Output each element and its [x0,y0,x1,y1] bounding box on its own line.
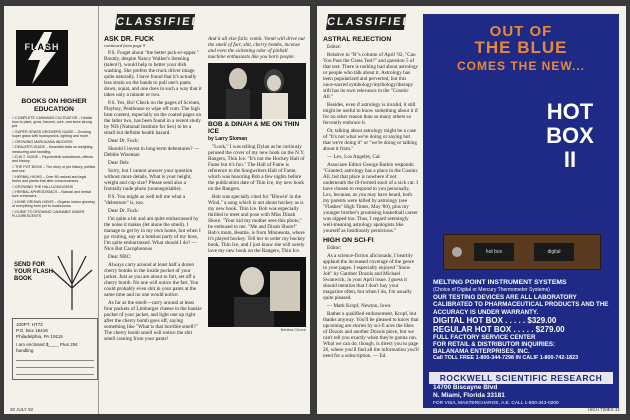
ad-line-3: OUR TESTING DEVICES ARE ALL LABORATORY CALIBRATED TO PHARMACEUTICAL PRODUCTS AND THE ACCURACY IS UNDER WARRANTY. [433,294,609,316]
product-title-2: BOX [546,123,594,148]
book-list-item[interactable] [12,155,96,163]
ad-address-1: 14700 Biscayne Blvd [433,384,498,391]
column2-top-text: And it all else fails: vomit. Vomit will drive out the smell of fart, shit, cherry bombs, incense and even the sickening odor of pinball machine enthusiasts like you born people. [208,36,305,60]
paragraph: P.S. You might as well tell me what a "debenture" is, too. [104,194,186,206]
product-title [535,100,605,172]
right-folio: HIGH TIMES 31 [587,407,620,412]
device-knob-icon [452,247,462,257]
digital-price: DIGITAL HOT BOX . . . . . $329.00 [433,315,557,325]
paragraph: Sorry, but I cannot answer your question without more details. What is your height, weight and cup size? Please send also a frontally nude photo (nonnegotiable). [104,168,193,192]
book-item-label: HERBAL APHRODISIACS – Natural and herbal love enhancers. [12,190,91,199]
ad-headline-3: COMES THE NEW... [456,59,585,73]
checkbox-icon[interactable]: □ [12,184,16,189]
hot-box-device-image [443,234,601,270]
book-list-item[interactable] [12,165,96,173]
classifieds-banner-left: CLASSIFIEDS [115,16,212,28]
paragraph: Dear Deb: [108,160,130,166]
book-item-label: GUIDE TO GROWING CANNABIS UNDER FLUORESCENTS [12,209,85,218]
ask-dr-heading: ASK DR. FUCK [104,36,155,43]
dylan-shore-photo [208,63,306,119]
book-item-label: HOME GROWN HIGHS – Organic indoor growing of everything from pot to mushrooms. [12,199,95,209]
product-title-1: HOT [546,99,594,124]
book-item-label: COMPLETE CANNABIS CULTIVATOR – Details how to plant, grow, harvest, cure, and store strong pot. [12,116,93,129]
enclosed-amount: I am enclosed $____ Plus 25¢ handling [16,342,78,353]
checkbox-icon[interactable]: □ [12,164,16,169]
left-folio: 30 JULY 92 [10,407,34,412]
book-item-label: DEALER'S GUIDE – Essential facts on weighing, measuring and handling. [12,145,94,154]
paragraph: Relative to "R"s column of April '92, "Can You Pass the Grass Test?" and question 5 of that test: There is nothing bad about astrology or people who talk about it. Astrology has been popularized and perverted, but this once-sacred symbology/mythology/therapy still has its own relevance in the "Cosmic All." [323,52,419,100]
book-list-item[interactable] [12,145,96,153]
book-list-item[interactable] [12,116,96,129]
book-item-label: THE POT BOOK – The story of pot history, politics and use. [12,164,96,174]
paragraph: P.S. Forget about "the better pick-er-upper." Bounty, despite Nancy Walker's listening (talent?), would help to better your dish washing. She prefers the truck driver image quite naturally. I have found that it's actually less strain on the hands to pull one's pants down, squat, and one does in such a way that it takes only a minute or two. [104,50,202,98]
city-line[interactable] [16,368,94,375]
book-item-label: D.W.T. GUIDE – Psychedelic substances, effects and history. [12,155,93,164]
ad-address-2: N. Miami, Florida 33181 [433,392,505,399]
paragraph: Bob was specially cited for "Blowin' in the Wind," a song which is not about hockey as is my new book. Thin Ice. Bob was especially thrilled to meet and pose with Miss Dinah Shore. "Your kid my mother sees this photo," he enthused to me. "Me and Dinah Shore!" Bob's mom, Beattie, is from Minnesota, where it's played hockey. Tell her to order my hockey book, Thin Ice, and I just know she will surely love my new book on the Rangers, Thin Ice. [208,193,306,254]
astral-body [323,44,419,234]
paragraph: Always carry around at least half a dozen cherry bombs in the inside pocket of your jacket. Just as you are about to fart, set off a cherry bomb. No one will notice the fart. You could probably even shit in your pants at the same time and no one would notice. [104,262,199,298]
ad-body [433,278,611,363]
ad-line-2: (Choice of Digital or Mercury Thermometer Systems) [433,287,550,293]
photo-caption: Bettina Cirone [280,326,306,332]
classifieds-banner-right: CLASSIFIEDS [326,16,423,28]
checkbox-icon[interactable]: □ [12,209,16,214]
paragraph: Dear Dr. Fuck: [108,138,139,144]
payment-info[interactable]: FOR VISA, MASTERCHARGE, A.E. CALL 1-800-343-0200 [433,401,559,406]
book-list-item[interactable] [12,210,96,218]
book-item-label: GROWING MARIJUANA INDOORS [15,139,73,144]
checkbox-icon[interactable]: □ [12,190,16,195]
paragraph: "Look," I was telling Dylan as he curiously perused the cover of my new book on the N.Y. Rangers, Thin Ice. "It's not the Hockey Hall of Fame but it's fun." The Hall of Fame is reference to the Songwriters Hall of Fame, which was honoring Bob a few nights before the publication date of Thin Ice, my new book on the Rangers. [208,143,305,192]
toll-free-phone[interactable]: Call TOLL FREE 1-800-344-7298 IN CALIF 1-800-742-1823 [433,355,579,362]
book-list [12,116,96,220]
paragraph: Or, talking about astrology might be a case of "It's not what we're doing or saying but that we're doing it" or "we're doing or talking about it from." [323,128,417,152]
dealer-name: BALANAMA ENTERPRISES, INC. [433,348,530,356]
name-line[interactable] [16,354,94,361]
right-page [317,6,626,414]
address-line-3: Philadelphia, PA 19115 [16,334,63,339]
send-for-book-title: SEND FOR YOUR FLASH BOOK [14,262,53,282]
flash-logo [14,26,70,90]
checkbox-icon[interactable]: □ [12,139,16,144]
book-list-item[interactable] [12,185,96,189]
article-title: BOB & DINAH & ME ON THIN ICE [208,121,300,136]
book-list-item[interactable] [12,175,96,183]
checkbox-icon[interactable]: □ [12,199,16,204]
paragraph: — Mark Kropf, Newton, Iowa [327,303,391,309]
paragraph: I'm quite a bit and am quite embarrassed by the noise it makes (let alone the smell). I manage to get by in my own home, but when I go visiting, say at a hotshot party of my boss, I'm quite embarrassed. What should I do? — Nice But Cacophonous [104,216,201,252]
hot-box-advertisement[interactable] [423,14,619,408]
address-line[interactable] [16,361,94,368]
paragraph: Associate Editor George Barkin responds: "Granted, astrology has a place in the Cosmic All, but that place is nowhere if not underneath the ill-formed stool of a sick cat. I have chosen to respond to you personally, Lex, because, as you may have heard, both my parents were killed by astrology (see "Flashes" High Times, May '80), plus my younger brother's promising basketball career was nipped too. Thus, I regard seemingly well-meaning astrology apologists like yourself as insidiously pernicious." [323,162,418,234]
ask-dr-column [104,36,202,414]
device-label-left: hot box [474,243,514,261]
paragraph: As a science-fiction aficionado, I heartily applaud the increased coverage of the genre in your pages. I especially enjoyed "Snow Job" by Gardner Dozois and Michael Swanwick, in your April issue. I guess it should mention that I don't buy your magazine often, but when I do, I'm usually quite pleased. [323,253,415,301]
paragraph: Besides, even if astrology is invalid, it still might be useful to know something about it if for no other reason than so many others so fervently embrace it. [323,102,418,126]
regular-price: REGULAR HOT BOX . . . . . $279.00 [433,324,565,334]
book-item-label: HERBAL HIGHS – Over 80 natural and legal herbs and plants that alter consciousness. [12,174,87,183]
paragraph: Dear Dr. Fuck: [108,208,139,214]
paragraph: Editor: [327,44,342,50]
dealer-inquiries: FOR RETAIL & DISTRIBUTOR INQUIRIES: [433,341,556,349]
left-page [4,6,310,414]
checkbox-icon[interactable]: □ [12,145,16,150]
checkbox-icon[interactable]: □ [12,130,16,134]
astral-heading: ASTRAL REJECTION [323,36,392,43]
scifi-body [323,245,419,359]
address-line-1: 100PT. HT72 [16,322,43,327]
books-title: BOOKS ON HIGHER EDUCATION [21,98,87,113]
paragraph: P.S. Yes, Bo! Check on the pages of Scream, Playboy, Penthouse to wipe off cum. The high heat content, especially on the coated pages on the latter two, has been found in a recent study by NIS (National Institute for Sex) to be a small but definite health hazard. [104,100,202,136]
warranty: FULL FACTORY SERVICE CENTER [433,333,536,341]
flash-logo-text: FLASH [24,42,60,52]
ad-headline-2: THE BLUE [474,38,568,57]
paragraph: Should I invest in long-term debentures? — Debbie Wiseman [104,146,200,158]
paragraph: — Lex, Los Angeles, Cal. [327,154,382,160]
letters-column [323,36,419,414]
address-line-2: P.O. Box 16416 [16,328,48,333]
ad-brand: ROCKWELL SCIENTIFIC RESEARCH [429,372,613,384]
book-list-item[interactable] [12,130,96,138]
continued-note: continued from page 9 [104,43,146,48]
product-title-3: II [563,147,577,172]
book-list-item[interactable] [12,140,96,144]
device-label-right: digital [534,243,574,261]
paragraph: Dear NBC: [108,254,132,260]
author-photo [208,257,306,327]
order-coupon[interactable] [12,318,98,380]
book-list-item[interactable] [12,190,96,198]
paragraph: Rather a qualified endorsement, Kropf, but thanks anyway. You'll be pleased to know that upcoming are stories by sci-fi aces the likes of Dozois and another Dozois piece, but we can't tell you exactly when they're gonna run. What we can do, though, is direct you to page 26, where you'll find all the information you'll need for a subscription. — Ed. [323,311,419,359]
thin-ice-column [208,36,306,414]
checkbox-icon[interactable]: □ [12,174,16,179]
thin-ice-body [208,144,306,254]
book-item-label: SUPER GRASS GROWERS GUIDE – Growing super grass with hydroponics, lighting and more. [12,130,91,139]
scifi-heading: HIGH ON SCI-FI [323,237,374,244]
flash-books-sidebar [8,6,99,414]
ad-line-1: MELTING POINT INSTRUMENT SYSTEMS [433,279,567,286]
checkbox-icon[interactable]: □ [12,116,16,120]
ask-dr-body [104,50,202,342]
book-item-label: GROWING THE HALLUCINOGENS [15,184,74,189]
byline: by Larry Sloman [208,135,248,142]
paragraph: Editor: [327,245,342,251]
book-list-item[interactable] [12,200,96,208]
paragraph: As far as the smell—carry around at least four packets of Limburger cheese in the hankie pocket of your jacket, and light one up right after the cherry bomb goes off, saying something like "What is that horrible smell?" The cherry bomb smell will notice the shit smell coming from your pants! [104,300,202,342]
ad-headline-1: OUT OF [489,23,553,40]
checkbox-icon[interactable]: □ [12,155,16,160]
